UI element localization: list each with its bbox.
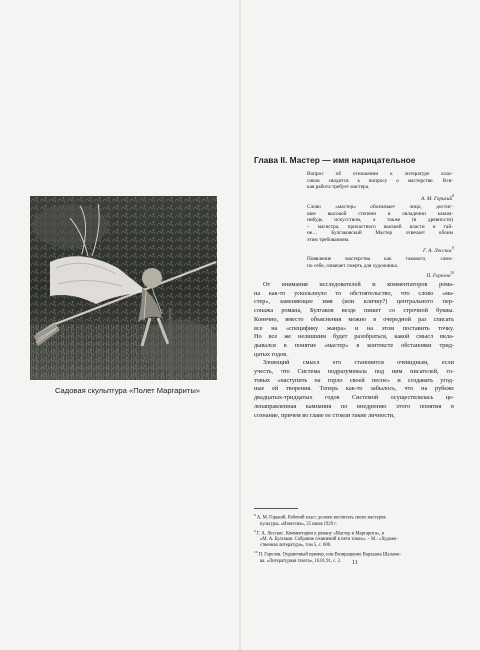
- footnote-text: А. М. Горький. Рабочий класс должен воспитать своих мастеров: [256, 515, 386, 521]
- footnote-mark: 8: [254, 513, 256, 517]
- body-line: дывался в понятие «мастер» в контексте обстановки трид-: [254, 341, 454, 349]
- body-line: стер», заменяющее имя (или кличку?) центрального пер-: [254, 298, 454, 306]
- footnote-text: ва. «Литературная газета», 16.01.91, с. 2.: [260, 558, 342, 564]
- epigraph-lesskis: [307, 204, 453, 243]
- photo-caption: Садовая скульптура «Полет Маргариты»: [54, 386, 201, 395]
- body-line: учесть, что Система подразумевала под ним писателей, го-: [254, 368, 454, 376]
- epigraph-line: этим требованиям.: [307, 236, 350, 243]
- body-line: сонажа романа, Булгаков везде пишет со строчной буквы.: [254, 307, 454, 315]
- footnote-text: культуры. «Известия», 25 июля 1929 г.: [260, 521, 337, 527]
- epigraph-line: кая работа требует мастера.: [307, 184, 370, 191]
- epigraph-gorelov: [307, 256, 453, 269]
- epigraph-line: Слово «мастер» обозначает лицо, достиг-: [307, 204, 453, 210]
- footnote-text: П. Горелов. Оудивочный пример, или Возвращение Варлаама Шаламо-: [258, 552, 401, 558]
- chapter-title: Глава II. Мастер — имя нарицательное: [254, 155, 416, 165]
- body-line: Но все же нелишним будет разобраться, какой смысл вкла-: [254, 333, 454, 341]
- footnote-mark: 9: [254, 528, 256, 533]
- footnote-line: [254, 528, 454, 538]
- footnotes: [254, 512, 454, 565]
- page-number: 11: [352, 560, 358, 566]
- epigraph-line: не… Булгаковский Мастер отвечает обоим: [307, 230, 453, 237]
- epigraph-line: – магистра, причастного высшей власти и тай-: [307, 223, 453, 230]
- photo-image: [30, 196, 217, 380]
- garden-sculpture-photo: [30, 196, 217, 380]
- body-line: на как-то ускользнуло то обстоятельство, что слово «ма-: [254, 289, 454, 297]
- chapter-body-text: [254, 281, 454, 420]
- epigraph-attribution-gorky: А. М. Горький$^8$: [421, 194, 454, 202]
- body-line: Зловещий смысл его становится очевидным, если: [263, 359, 454, 367]
- body-line: ленаправленная кампания по внедрению этого понятия в: [254, 402, 454, 410]
- footnote-mark: 10: [254, 550, 258, 555]
- footnote-line: [254, 512, 454, 522]
- footnote-text: ственная литература», том 5, с. 600.: [260, 543, 332, 549]
- epigraph-line: нибудь искусством, а также (в древности): [307, 217, 453, 224]
- footnote-text: Г. А. Лесскис. Комментарии к роману «Мастер и Маргарита», в: [256, 531, 384, 537]
- footnote-mark: 8: [452, 194, 454, 198]
- footnote-line: [254, 549, 454, 559]
- body-line: От внимания исследователей и комментаторов рома-: [263, 281, 454, 288]
- body-line: сознание, причем во главе ее стояли такие личности,: [254, 411, 395, 419]
- epigraph-line: шее высокой степени в овладении каким-: [307, 210, 453, 217]
- epigraph-line: Появление мастерства как такового, само-: [307, 256, 453, 262]
- body-line: Конечно, вместо объяснения можно в очередной раз спиcать: [254, 315, 454, 323]
- epigraph-gorky: [307, 171, 453, 191]
- body-line: цатых годов.: [254, 350, 288, 358]
- epigraph-attribution-lesskis: Г. А. Лесскис$^9$: [423, 246, 454, 254]
- epigraph-line: сиков сводится к вопросу о мастерстве. Вся-: [307, 177, 453, 184]
- body-line: все на «специфику жанра» и на этом поставить точку.: [254, 324, 454, 332]
- footnote-mark: 9: [452, 246, 454, 250]
- body-line: товых «наступить на горло своей песне» и создавать угод-: [254, 376, 454, 384]
- footnote-rule: [254, 508, 298, 509]
- footnote-text: «М. А. Булгаков. Собрание сочинений в пяти томах». – М.: «Художе-: [260, 537, 398, 543]
- epigraph-line: Вопрос об отношении к литературе клас-: [307, 171, 453, 177]
- epigraph-line: по себе, означает смерть для художника.: [307, 262, 399, 269]
- body-line: двадцатых-тридцатых годов Системой осуществлялась це-: [254, 394, 454, 402]
- body-line: ные ей творения. Теперь как-то забылось, что на рубеже: [254, 385, 454, 393]
- epigraph-attribution-gorelov: П. Горелов$^{10}$: [426, 271, 454, 279]
- footnote-mark: 10: [450, 271, 454, 275]
